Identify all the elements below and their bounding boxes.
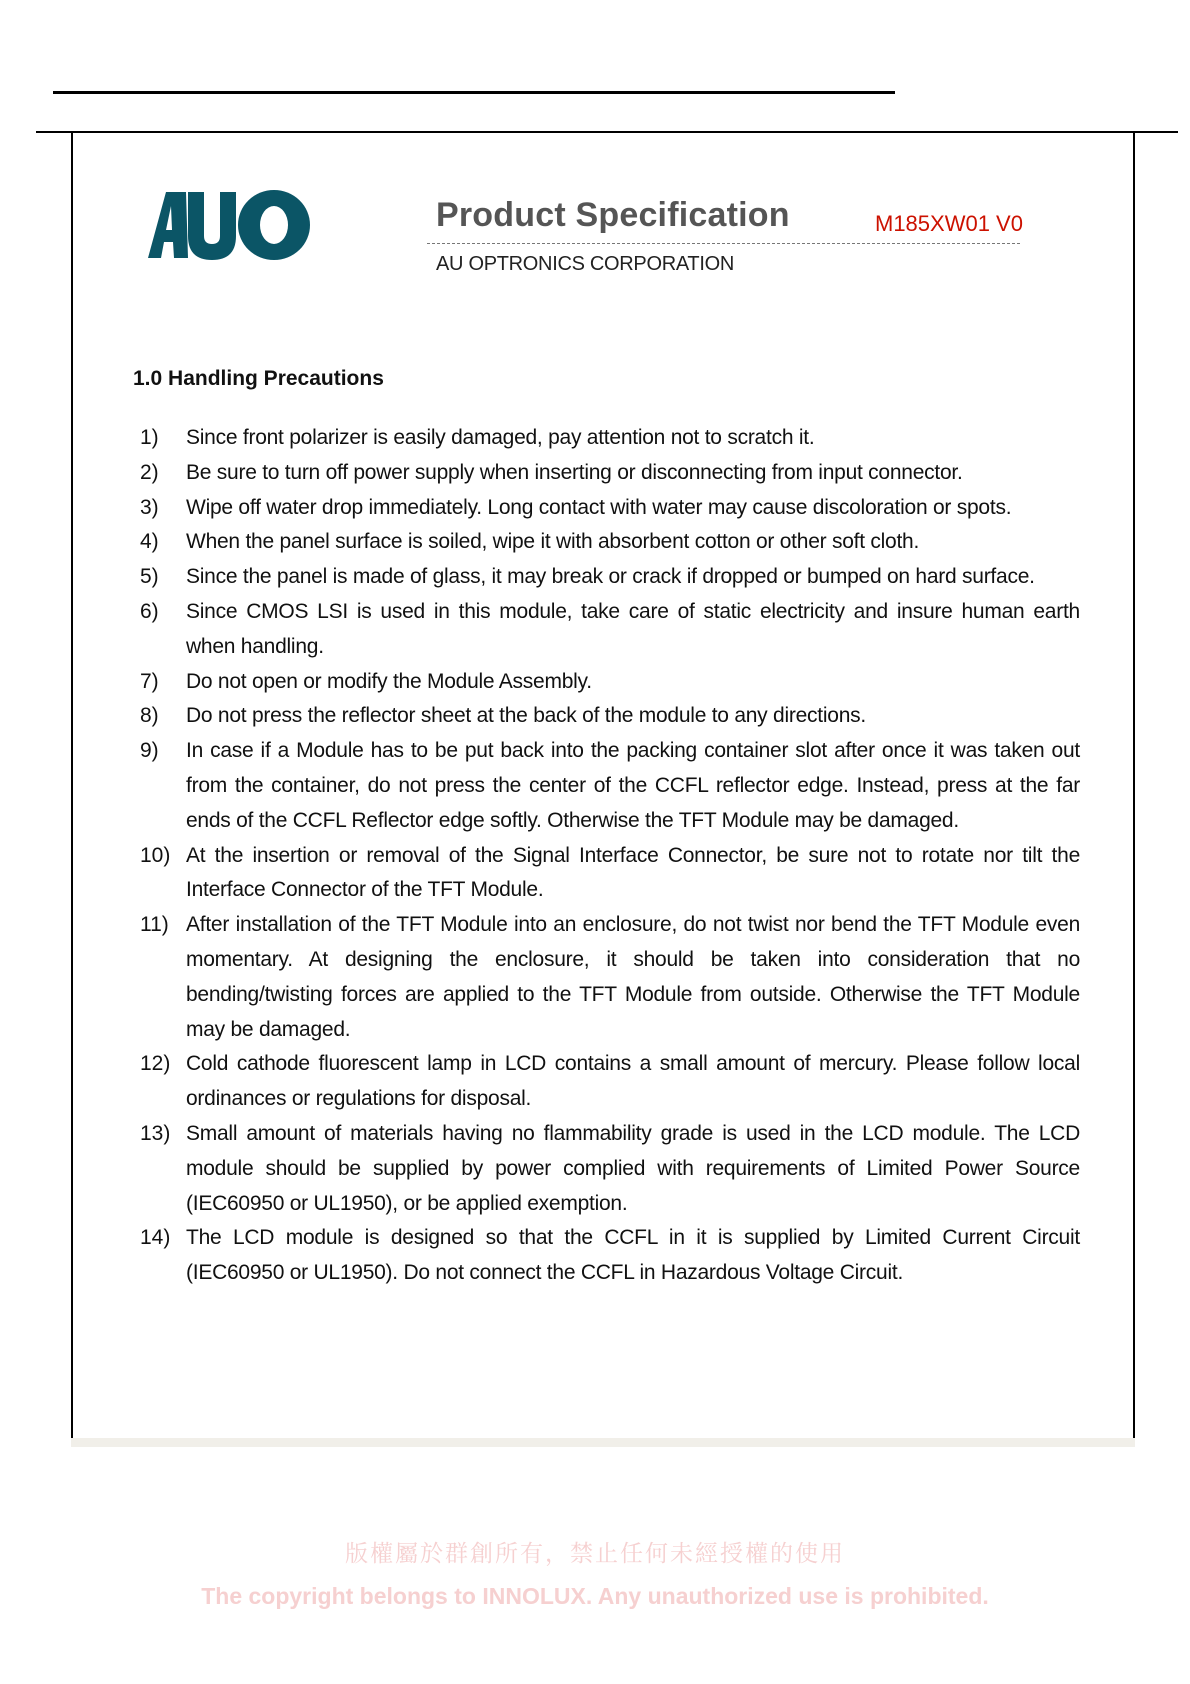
item-text: Wipe off water drop immediately. Long contact with water may cause discoloration or spots. [186,495,1012,519]
item-number: 5) [140,565,159,589]
section-title: 1.0 Handling Precautions [133,367,384,390]
item-text: After installation of the TFT Module into an enclosure, do not twist nor bend the TFT Module even momentary. At designing the enclosure, it should be taken into consideration that no bending/twisting forces are applied to the TFT Module from outside. Otherwise the TFT Module may be damaged. [186,913,1080,1041]
model-number: M185XW01 V0 [875,211,1023,236]
list-item [140,734,1080,838]
watermark-english: The copyright belongs to INNOLUX. Any unauthorized use is prohibited. [201,1583,989,1609]
item-number: 13) [140,1121,171,1145]
item-number: 12) [140,1052,171,1076]
item-number: 10) [140,843,171,867]
item-text: In case if a Module has to be put back into the packing container slot after once it was taken out from the container, do not press the center of the CCFL reflector edge. Instead, press at the far ends of the CCFL Reflector edge softly. Otherwise the TFT Module may be damaged. [186,739,1080,832]
header-rule [36,131,1178,133]
document-title: Product Specification [436,196,790,234]
item-number: 1) [140,426,159,449]
list-item [140,525,1080,560]
list-item [140,421,1080,456]
list-item [140,1117,1080,1221]
watermark-chinese: 版權屬於群創所有，禁止任何未經授權的使用 [345,1540,845,1566]
item-text: Since CMOS LSI is used in this module, take care of static electricity and insure human earth when handling. [186,599,1080,658]
list-item [140,699,1080,734]
item-text: Be sure to turn off power supply when inserting or disconnecting from input connector. [186,460,963,484]
item-text: Small amount of materials having no flammability grade is used in the LCD module. The LCD module should be supplied by power complied with requirements of Limited Power Source (IEC60950 or UL1950), or be applied exemption. [186,1121,1080,1215]
page-frame-right [1133,133,1135,1438]
item-text: Cold cathode fluorescent lamp in LCD contains a small amount of mercury. Please follow local ordinances or regulations for disposal. [186,1052,1080,1111]
item-text: Do not press the reflector sheet at the back of the module to any directions. [186,704,866,728]
item-number: 8) [140,704,159,728]
item-number: 7) [140,669,159,693]
list-item [140,908,1080,1047]
item-text: Do not open or modify the Module Assembly. [186,669,592,693]
item-number: 4) [140,530,159,554]
list-item [140,456,1080,491]
top-rule [53,91,895,94]
item-text: When the panel surface is soiled, wipe it with absorbent cotton or other soft cloth. [186,530,920,554]
item-number: 11) [140,913,169,937]
company-name: AU OPTRONICS CORPORATION [436,253,735,275]
precautions-list [140,421,1080,1291]
list-item [140,665,1080,700]
item-text: At the insertion or removal of the Signal Interface Connector, be sure not to rotate nor tilt the Interface Connector of the TFT Module. [186,843,1080,902]
list-item [140,1047,1080,1117]
item-number: 9) [140,739,159,763]
list-item [140,560,1080,595]
list-item [140,491,1080,526]
item-number: 3) [140,495,159,519]
item-text: Since the panel is made of glass, it may break or crack if dropped or bumped on hard surface. [186,565,1035,589]
item-text: The LCD module is designed so that the CCFL in it is supplied by Limited Current Circuit (IEC60950 or UL1950). Do not connect the CCFL in Hazardous Voltage Circuit. [186,1226,1080,1285]
item-number: 6) [140,599,159,623]
item-number: 2) [140,460,159,484]
item-text: Since front polarizer is easily damaged, pay attention not to scratch it. [186,426,815,449]
auo-logo [148,190,310,260]
item-number: 14) [140,1226,171,1250]
header-dashed-rule [427,243,1020,244]
list-item [140,595,1080,665]
page-frame-bottom [71,1438,1135,1447]
page-frame-left [71,133,73,1438]
list-item [140,839,1080,909]
list-item [140,1221,1080,1291]
